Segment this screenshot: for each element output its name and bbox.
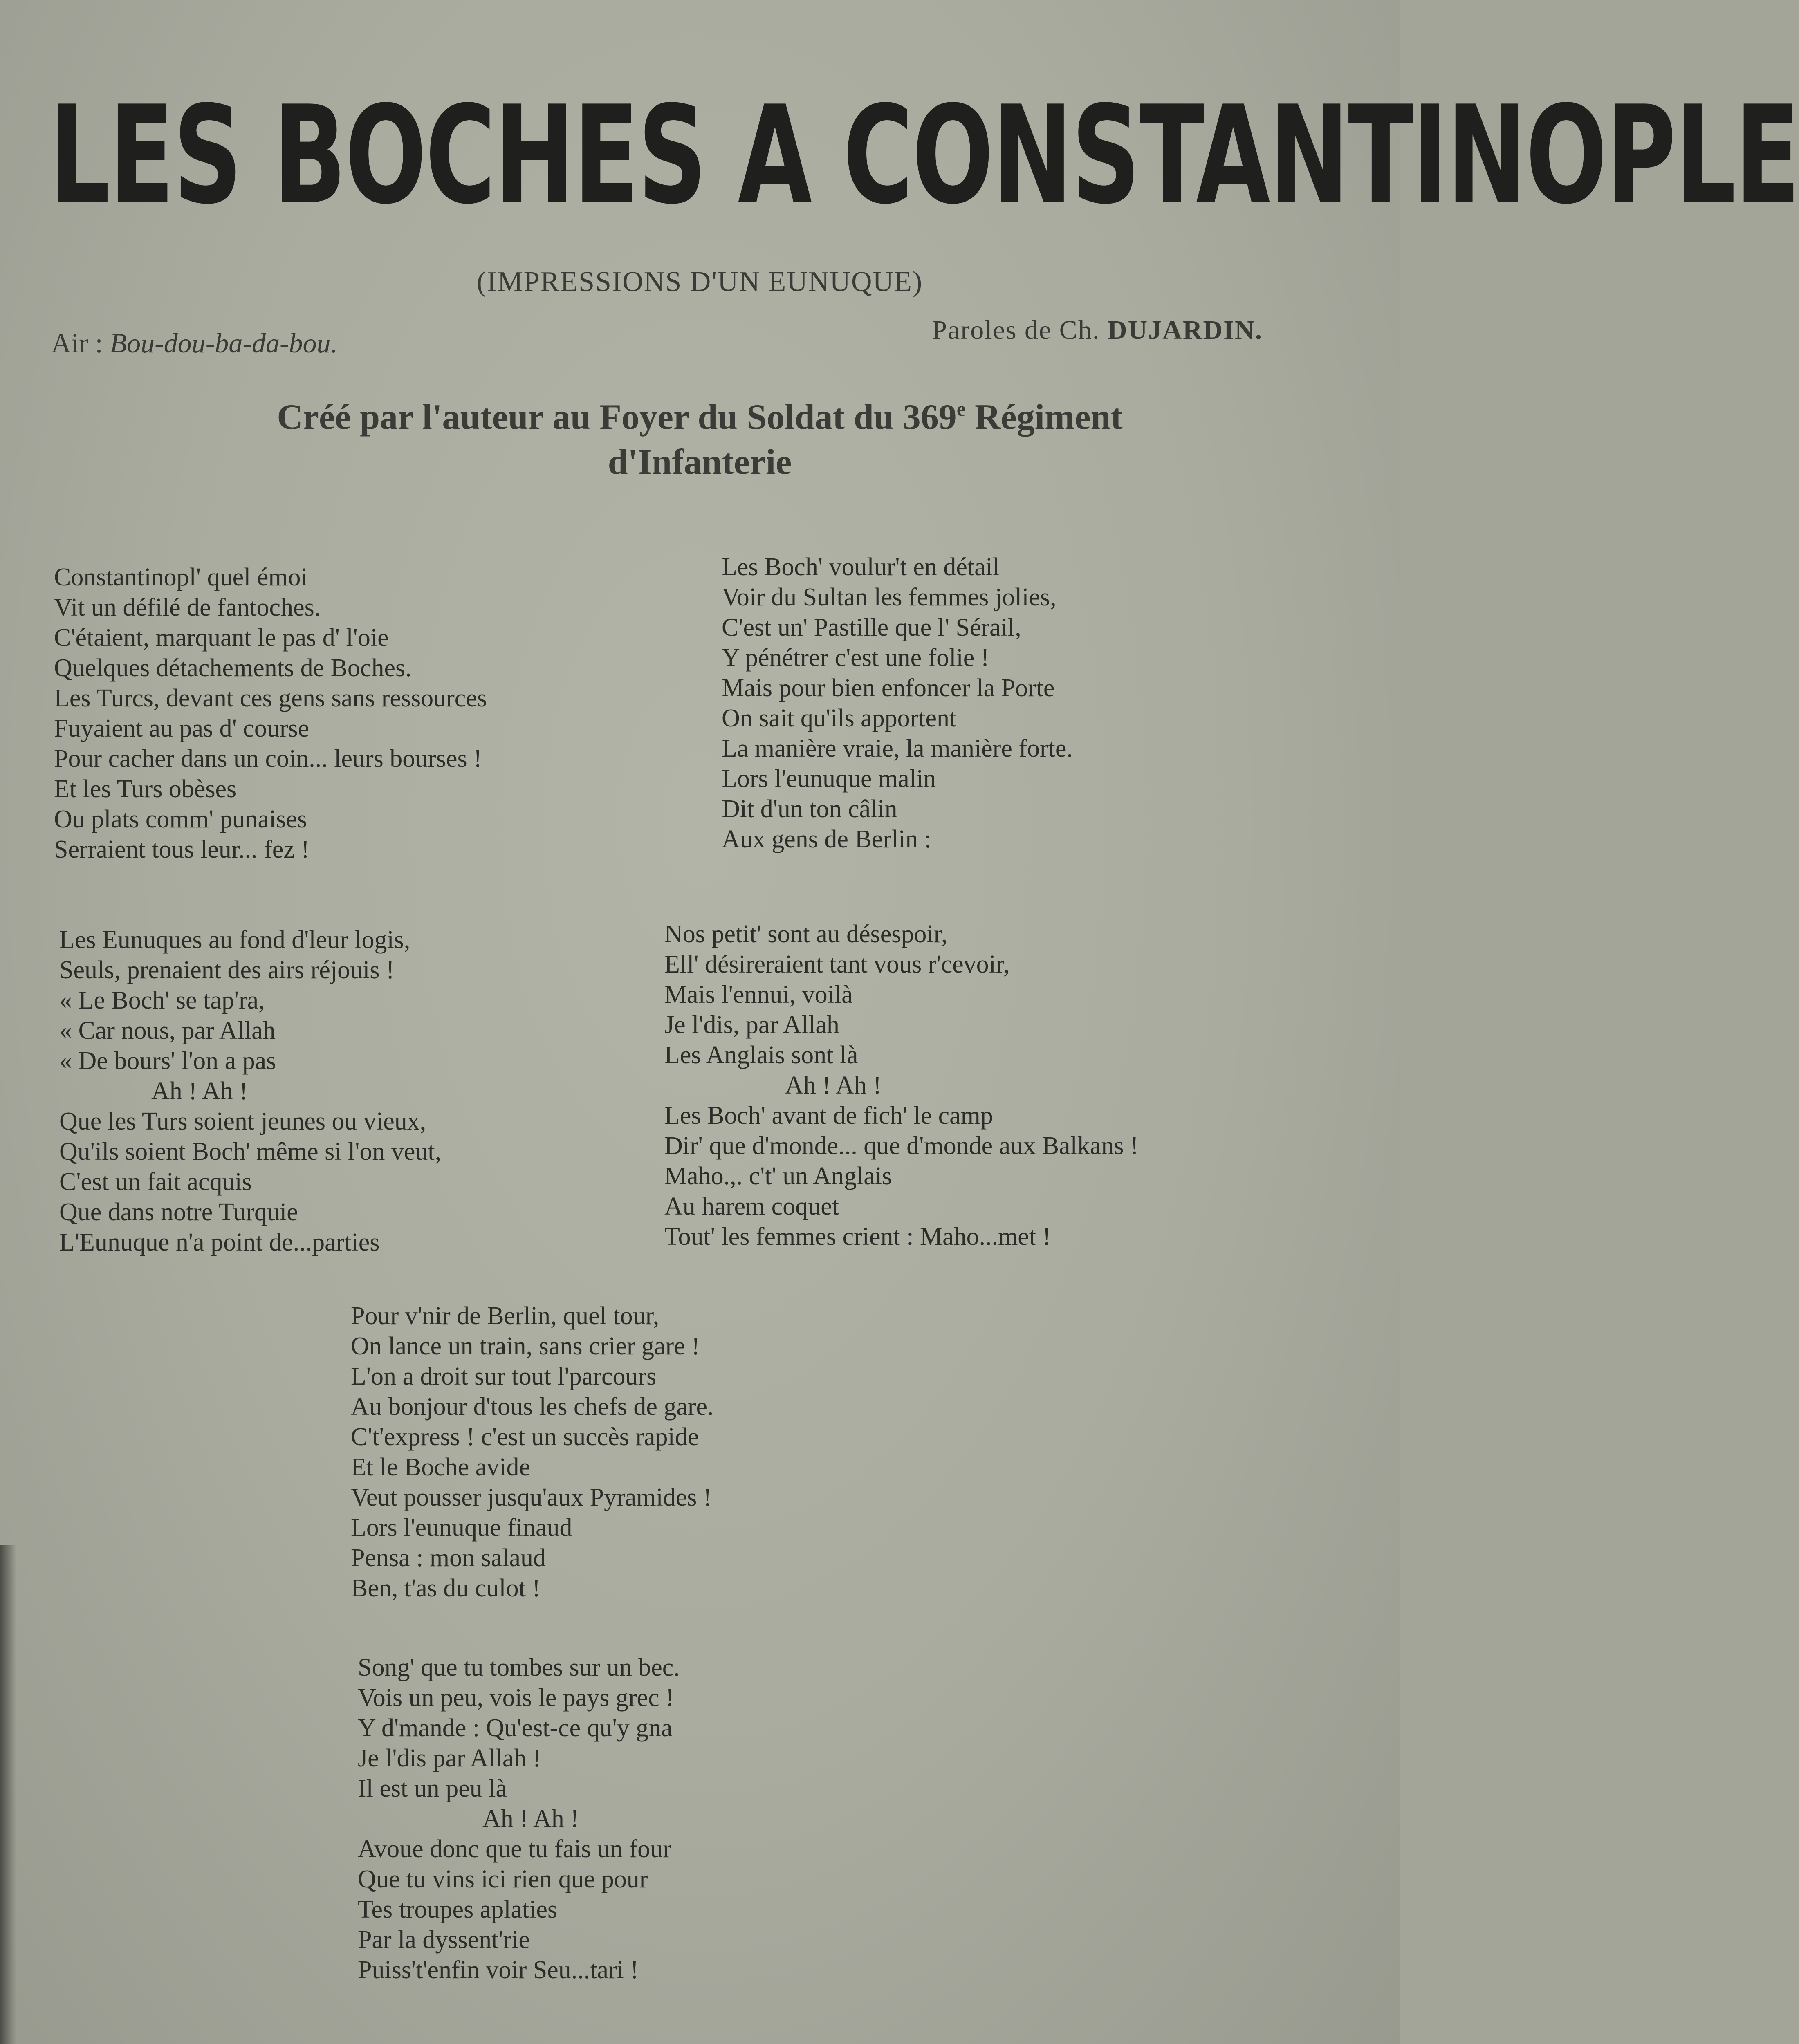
- verse-line: Y pénétrer c'est une folie !: [722, 644, 989, 672]
- verse-line: Ah ! Ah !: [482, 1805, 579, 1833]
- verse-line: Fuyaient au pas d' course: [54, 715, 310, 742]
- verse-line: Je l'dis, par Allah: [664, 1011, 839, 1039]
- verse-line: L'Eunuque n'a point de...parties: [59, 1228, 380, 1256]
- lyrics-author: DUJARDIN.: [1107, 315, 1263, 345]
- verse-line: Song' que tu tombes sur un bec.: [358, 1654, 680, 1681]
- verse-line: C'est un fait acquis: [59, 1168, 252, 1196]
- verse-line: C't'express ! c'est un succès rapide: [351, 1423, 699, 1451]
- verse-line: Les Turcs, devant ces gens sans ressources: [54, 684, 487, 712]
- verse-2: [722, 552, 1073, 854]
- verse-line: Qu'ils soient Boch' même si l'on veut,: [59, 1138, 442, 1165]
- verse-line: Pensa : mon salaud: [351, 1544, 546, 1572]
- song-subtitle: (IMPRESSIONS D'UN EUNUQUE): [476, 266, 923, 298]
- verse-line: Lors l'eunuque finaud: [351, 1514, 572, 1542]
- tune-label: Air :: [51, 327, 103, 359]
- verse-line: Tes troupes aplaties: [358, 1896, 558, 1923]
- lyrics-credit: [932, 315, 1263, 346]
- verse-line: Il est un peu là: [358, 1775, 507, 1802]
- verse-line: Aux gens de Berlin :: [722, 825, 932, 853]
- verse-line: Dir' que d'monde... que d'monde aux Balkans !: [664, 1132, 1139, 1160]
- verse-line: Les Boch' voulur't en détail: [722, 553, 1000, 581]
- verse-line: Vit un défilé de fantoches.: [54, 594, 321, 621]
- verse-line: C'étaient, marquant le pas d' l'oie: [54, 624, 389, 652]
- verse-line: Tout' les femmes crient : Maho...met !: [664, 1223, 1051, 1251]
- verse-line: Dit d'un ton câlin: [722, 795, 897, 823]
- verse-line: Les Anglais sont là: [664, 1041, 858, 1069]
- verse-line: Les Eunuques au fond d'leur logis,: [59, 926, 410, 954]
- verse-line: On lance un train, sans crier gare !: [351, 1332, 700, 1360]
- verse-line: Je l'dis par Allah !: [358, 1744, 541, 1772]
- verse-line: Ben, t'as du culot !: [351, 1574, 541, 1602]
- verse-line: On sait qu'ils apportent: [722, 704, 957, 732]
- verse-6: [358, 1652, 680, 1985]
- verse-line: Mais l'ennui, voilà: [664, 981, 853, 1009]
- lyrics-label: Paroles de Ch.: [932, 315, 1100, 345]
- verse-line: Que les Turs soient jeunes ou vieux,: [59, 1107, 426, 1135]
- verse-line: Au harem coquet: [664, 1192, 839, 1220]
- verse-line: C'est un' Pastille que l' Sérail,: [722, 614, 1021, 641]
- verse-line: La manière vraie, la manière forte.: [722, 735, 1073, 762]
- verse-line: Maho.,. c't' un Anglais: [664, 1162, 892, 1190]
- verse-line: Nos petit' sont au désespoir,: [664, 920, 948, 948]
- verse-line: Y d'mande : Qu'est-ce qu'y gna: [358, 1714, 673, 1742]
- verse-5: [351, 1301, 714, 1603]
- torn-edge-shadow: [0, 1545, 16, 2044]
- verse-line: Vois un peu, vois le pays grec !: [358, 1684, 674, 1712]
- verse-line: « De bours' l'on a pas: [59, 1047, 276, 1075]
- verse-line: Pour v'nir de Berlin, quel tour,: [351, 1302, 659, 1330]
- verse-line: Que dans notre Turquie: [59, 1198, 298, 1226]
- verse-4: [664, 919, 1139, 1252]
- verse-line: Ou plats comm' punaises: [54, 805, 307, 833]
- creation-note-line-2: d'Infanterie: [608, 442, 792, 482]
- verse-line: Que tu vins ici rien que pour: [358, 1865, 648, 1893]
- tune-name: Bou-dou-ba-da-bou.: [110, 327, 338, 359]
- verse-line: Au bonjour d'tous les chefs de gare.: [351, 1393, 714, 1421]
- creation-note-line-1: Créé par l'auteur au Foyer du Soldat du 369e Régiment: [277, 397, 1123, 437]
- verse-line: Mais pour bien enfoncer la Porte: [722, 674, 1055, 702]
- verse-line: « Le Boch' se tap'ra,: [59, 986, 265, 1014]
- verse-line: Par la dyssent'rie: [358, 1926, 530, 1954]
- verse-1: [54, 562, 487, 865]
- tune-credit: [51, 327, 338, 359]
- song-title: LES BOCHES A CONSTANTINOPLE: [49, 77, 1799, 234]
- verse-line: Seuls, prenaient des airs réjouis !: [59, 956, 395, 984]
- verse-line: Et les Turs obèses: [54, 775, 237, 803]
- verse-line: Serraient tous leur... fez !: [54, 836, 310, 863]
- verse-line: Les Boch' avant de fich' le camp: [664, 1102, 993, 1130]
- verse-line: Quelques détachements de Boches.: [54, 654, 412, 682]
- verse-line: Avoue donc que tu fais un four: [358, 1835, 671, 1863]
- verse-line: Et le Boche avide: [351, 1453, 530, 1481]
- verse-line: Puiss't'enfin voir Seu...tari !: [358, 1956, 639, 1984]
- verse-line: Voir du Sultan les femmes jolies,: [722, 583, 1057, 611]
- creation-note: [0, 386, 1400, 485]
- verse-line: Pour cacher dans un coin... leurs bourses !: [54, 745, 482, 773]
- verse-line: Ah ! Ah !: [151, 1077, 248, 1105]
- verse-line: L'on a droit sur tout l'parcours: [351, 1363, 657, 1390]
- verse-line: « Car nous, par Allah: [59, 1017, 276, 1044]
- verse-line: Veut pousser jusqu'aux Pyramides !: [351, 1484, 712, 1511]
- verse-line: Constantinopl' quel émoi: [54, 563, 308, 591]
- verse-3: [59, 925, 441, 1257]
- verse-line: Lors l'eunuque malin: [722, 765, 936, 793]
- verse-line: Ah ! Ah !: [785, 1071, 882, 1099]
- verse-line: Ell' désireraient tant vous r'cevoir,: [664, 950, 1010, 978]
